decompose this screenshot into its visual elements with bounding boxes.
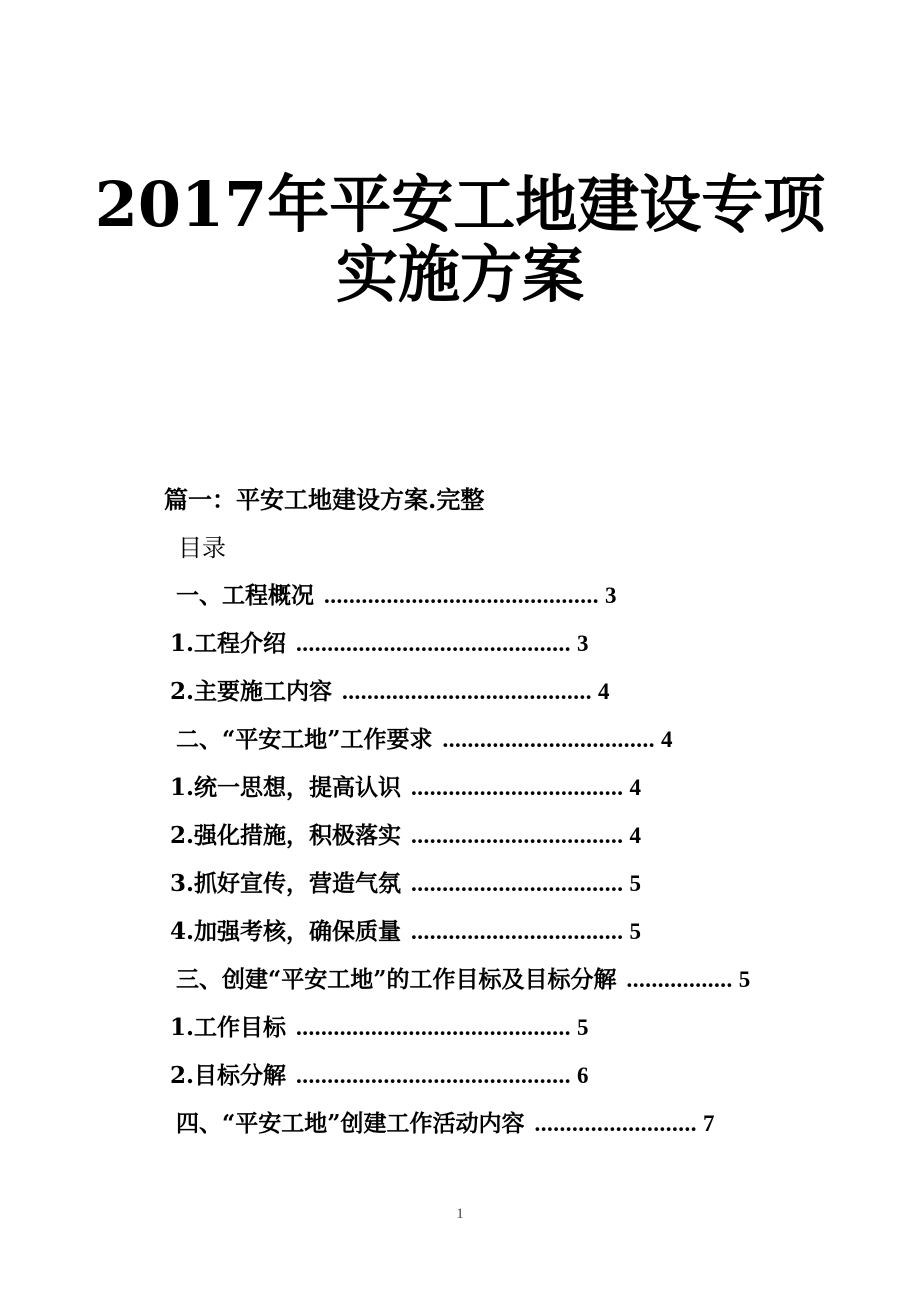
- toc-entry-page: 4: [629, 823, 642, 848]
- toc-entry-leader: ..................................: [442, 727, 655, 752]
- toc-entry[interactable]: [170, 628, 589, 660]
- toc-entry[interactable]: [170, 1012, 589, 1044]
- toc-entry-leader: ..................................: [411, 871, 624, 896]
- toc-entry-label: 3.抓好宣传，营造气氛: [170, 870, 402, 897]
- toc-entry-label: 二、“平安工地”工作要求: [176, 726, 433, 753]
- toc-entry-page: 4: [598, 679, 610, 704]
- toc-entry-leader: ........................................: [342, 679, 593, 704]
- toc-entry[interactable]: [176, 724, 672, 756]
- toc-entry-leader: ............................................: [296, 1063, 572, 1088]
- toc-entry-leader: ............................................: [324, 583, 599, 608]
- toc-entry-label: 2.目标分解: [170, 1062, 287, 1089]
- section-heading: 篇一：平安工地建设方案.完整: [164, 485, 485, 514]
- toc-entry-label: 四、“平安工地”创建工作活动内容: [176, 1110, 525, 1137]
- document-title-line-1: 2017年平安工地建设专项: [94, 168, 826, 241]
- toc-entry-label: 2.主要施工内容: [170, 678, 333, 705]
- toc-entry-page: 7: [702, 1111, 715, 1136]
- toc-entry[interactable]: [170, 868, 641, 900]
- toc-entry[interactable]: [176, 1108, 714, 1140]
- toc-entry[interactable]: [170, 1060, 589, 1092]
- toc-entry[interactable]: [176, 964, 750, 996]
- toc-entry-leader: ..................................: [411, 775, 624, 800]
- toc-entry[interactable]: [170, 820, 641, 852]
- toc-entry-page: 4: [629, 775, 642, 800]
- toc-entry-leader: ..................................: [411, 919, 624, 944]
- toc-entry[interactable]: [170, 772, 641, 804]
- document-title-line-2: 实施方案: [335, 238, 584, 311]
- toc-entry-page: 5: [629, 871, 642, 896]
- toc-entry-label: 1.工作目标: [170, 1014, 287, 1041]
- toc-entry-page: 5: [738, 967, 751, 992]
- toc-entry-leader: .................: [626, 967, 733, 992]
- toc-entry-page: 5: [577, 1015, 589, 1040]
- toc-heading: 目录: [178, 534, 226, 562]
- toc-entry[interactable]: [170, 676, 610, 708]
- toc-entry-page: 3: [577, 631, 589, 656]
- toc-entry-leader: ..........................: [534, 1111, 697, 1136]
- toc-entry[interactable]: [170, 916, 641, 948]
- toc-entry-page: 6: [577, 1063, 589, 1088]
- page-number: 1: [456, 1206, 464, 1222]
- toc-entry-leader: ............................................: [296, 1015, 572, 1040]
- toc-entry-leader: ............................................: [296, 631, 572, 656]
- toc-entry-label: 1.工程介绍: [170, 630, 287, 657]
- toc-entry-label: 4.加强考核，确保质量: [170, 918, 402, 945]
- toc-entry-label: 1.统一思想，提高认识: [170, 774, 402, 801]
- toc-entry-page: 5: [629, 919, 642, 944]
- toc-entry-label: 2.强化措施，积极落实: [170, 822, 402, 849]
- toc-entry-leader: ..................................: [411, 823, 624, 848]
- toc-entry[interactable]: [176, 580, 617, 612]
- toc-entry-page: 4: [660, 727, 673, 752]
- toc-entry-page: 3: [605, 583, 617, 608]
- toc-entry-label: 三、创建“平安工地”的工作目标及目标分解: [176, 966, 617, 993]
- toc-entry-label: 一、工程概况: [176, 582, 314, 609]
